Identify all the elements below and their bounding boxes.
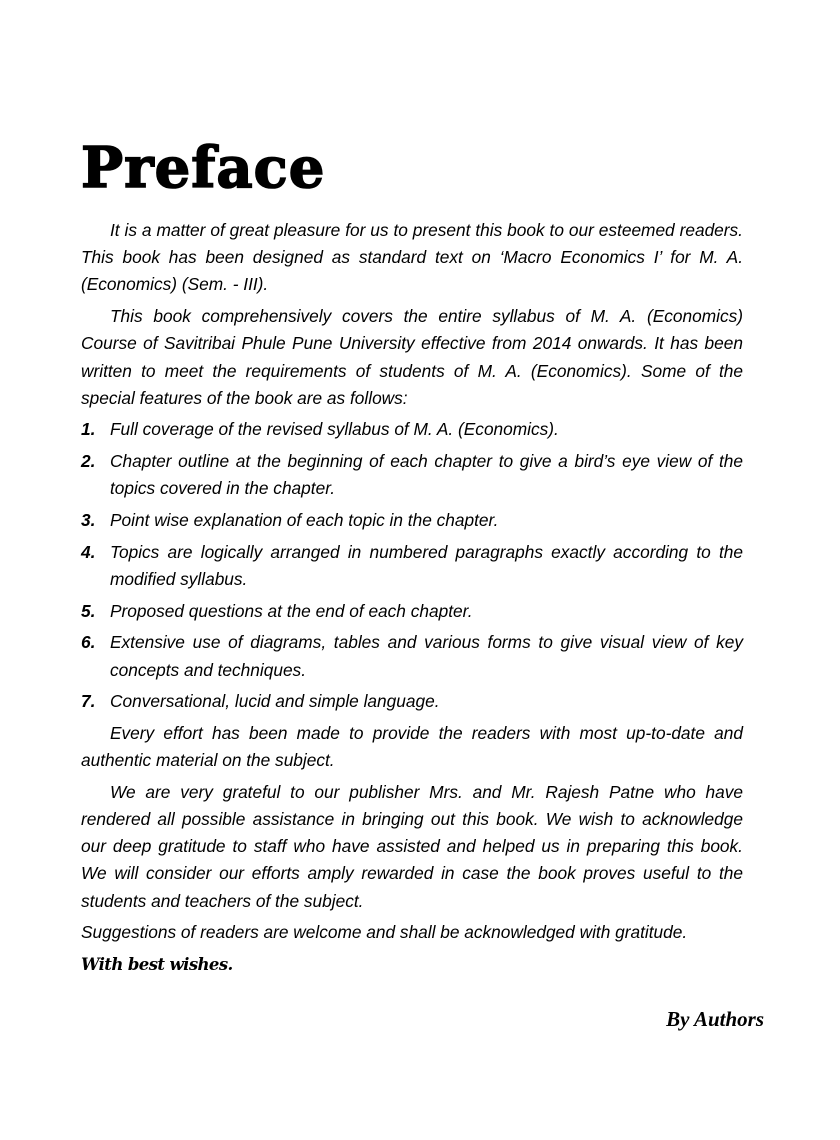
list-item [81,688,743,715]
list-item-number: 7. [81,691,96,712]
list-item [81,448,743,502]
list-item-number: 4. [81,541,96,562]
list-item-number: 3. [81,510,96,531]
list-item-text: Proposed questions at the end of each chapter. [110,600,473,621]
list-item-number: 5. [81,600,96,621]
closing-paragraph: We are very grateful to our publisher Mrs. and Mr. Rajesh Patne who have rendered all possible assistance in bringing out this book. We wish to acknowledge our deep gratitude to staff who have assisted and helped us in preparing this book. We will consider our efforts amply rewarded in case the book proves useful to the students and teachers of the subject. [81,781,743,911]
list-item-number: 1. [81,419,96,440]
list-item [81,629,743,683]
list-item-number: 6. [81,632,96,653]
list-item-text: Topics are logically arranged in numbered paragraphs exactly according to the modified syllabus. [110,541,743,589]
signature: By Authors [666,1007,764,1031]
list-item [81,598,743,625]
closing-paragraph: Every effort has been made to provide the readers with most up-to-date and authentic material on the subject. [81,722,743,771]
list-item-text: Chapter outline at the beginning of each chapter to give a bird’s eye view of the topics covered in the chapter. [110,451,743,499]
best-wishes: With best wishes. [81,955,233,975]
list-item [81,416,743,443]
suggestions-line: Suggestions of readers are welcome and shall be acknowledged with gratitude. [81,922,688,943]
intro-paragraph: This book comprehensively covers the entire syllabus of M. A. (Economics) Course of Savitribai Phule Pune University effective from 2014 onwards. It has been written to meet the requirements of students of M. A. (Economics). Some of the special features of the book are as follows: [81,306,743,408]
preface-body [81,217,743,978]
list-item [81,507,743,534]
list-item [81,539,743,593]
list-item-text: Extensive use of diagrams, tables and various forms to give visual view of key concepts and techniques. [110,632,743,680]
intro-paragraph: It is a matter of great pleasure for us to present this book to our esteemed readers. This book has been designed as standard text on ‘Macro Economics I’ for M. A. (Economics) (Sem. - III). [81,220,743,295]
page-title: Preface [81,135,326,201]
list-item-number: 2. [81,451,96,472]
list-item-text: Conversational, lucid and simple language. [110,691,440,712]
list-item-text: Full coverage of the revised syllabus of M. A. (Economics). [110,419,559,440]
features-list [81,416,743,715]
list-item-text: Point wise explanation of each topic in the chapter. [110,510,499,531]
